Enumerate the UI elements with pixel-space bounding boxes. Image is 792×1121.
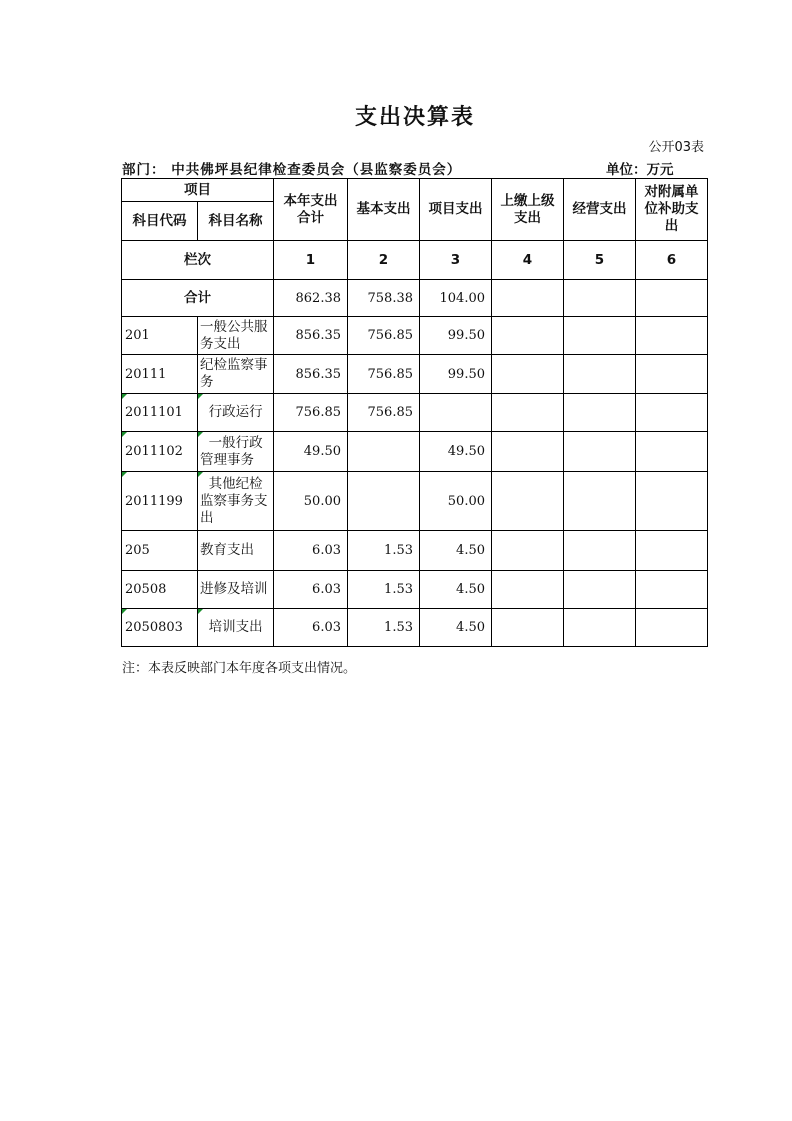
row-project: 49.50 <box>420 432 492 472</box>
sum-total: 862.38 <box>274 280 348 317</box>
row-total: 6.03 <box>274 531 348 571</box>
row-total: 6.03 <box>274 571 348 609</box>
header-basic: 基本支出 <box>348 179 420 241</box>
row-code: 201 <box>122 317 198 355</box>
row-code: 205 <box>122 531 198 571</box>
column-index-2: 2 <box>348 241 420 280</box>
expenditure-table <box>121 178 708 647</box>
row-basic: 1.53 <box>348 571 420 609</box>
sum-superior <box>492 280 564 317</box>
row-code: 2050803 <box>122 609 198 647</box>
row-code: 2011101 <box>122 394 198 432</box>
row-project: 4.50 <box>420 609 492 647</box>
table-row <box>122 394 708 432</box>
row-total: 6.03 <box>274 609 348 647</box>
sum-label: 合计 <box>122 280 274 317</box>
column-index-1: 1 <box>274 241 348 280</box>
footnote: 注：本表反映部门本年度各项支出情况。 <box>122 661 357 676</box>
table-row <box>122 355 708 394</box>
column-index-label: 栏次 <box>122 241 274 280</box>
header-item: 项目 <box>122 179 274 202</box>
row-basic: 756.85 <box>348 355 420 394</box>
row-project <box>420 394 492 432</box>
row-basic: 1.53 <box>348 531 420 571</box>
header-subject-name: 科目名称 <box>198 202 274 241</box>
row-project: 50.00 <box>420 472 492 531</box>
page-title: 支出决算表 <box>354 105 475 130</box>
row-name: 一般行政管理事务 <box>198 432 274 472</box>
header-project: 项目支出 <box>420 179 492 241</box>
row-project: 99.50 <box>420 317 492 355</box>
table-row <box>122 571 708 609</box>
unit-label: 单位：万元 <box>606 162 674 178</box>
sum-subsidy <box>636 280 708 317</box>
row-basic: 1.53 <box>348 609 420 647</box>
header-business: 经营支出 <box>564 179 636 241</box>
row-total: 49.50 <box>274 432 348 472</box>
table-row <box>122 531 708 571</box>
row-name: 一般公共服务支出 <box>198 317 274 355</box>
column-index-3: 3 <box>420 241 492 280</box>
row-total: 756.85 <box>274 394 348 432</box>
form-code: 公开03表 <box>648 140 704 155</box>
row-code: 2011199 <box>122 472 198 531</box>
sum-project: 104.00 <box>420 280 492 317</box>
row-name: 教育支出 <box>198 531 274 571</box>
row-name: 培训支出 <box>198 609 274 647</box>
row-total: 856.35 <box>274 317 348 355</box>
row-name: 纪检监察事务 <box>198 355 274 394</box>
sum-row <box>122 280 708 317</box>
row-project: 4.50 <box>420 571 492 609</box>
column-index-5: 5 <box>564 241 636 280</box>
column-index-6: 6 <box>636 241 708 280</box>
row-total: 856.35 <box>274 355 348 394</box>
sum-business <box>564 280 636 317</box>
row-total: 50.00 <box>274 472 348 531</box>
row-basic <box>348 472 420 531</box>
table-row <box>122 317 708 355</box>
table-row <box>122 432 708 472</box>
row-project: 4.50 <box>420 531 492 571</box>
row-basic: 756.85 <box>348 317 420 355</box>
header-total: 本年支出合计 <box>274 179 348 241</box>
row-name: 其他纪检监察事务支出 <box>198 472 274 531</box>
table-row <box>122 472 708 531</box>
table-row <box>122 609 708 647</box>
row-name: 进修及培训 <box>198 571 274 609</box>
row-basic: 756.85 <box>348 394 420 432</box>
row-basic <box>348 432 420 472</box>
header-superior: 上缴上级支出 <box>492 179 564 241</box>
department-label: 部门： 中共佛坪县纪律检查委员会（县监察委员会） <box>122 162 462 178</box>
header-subsidy: 对附属单位补助支出 <box>636 179 708 241</box>
row-code: 20508 <box>122 571 198 609</box>
column-index-4: 4 <box>492 241 564 280</box>
header-subject-code: 科目代码 <box>122 202 198 241</box>
row-code: 2011102 <box>122 432 198 472</box>
row-name: 行政运行 <box>198 394 274 432</box>
row-project: 99.50 <box>420 355 492 394</box>
sum-basic: 758.38 <box>348 280 420 317</box>
row-code: 20111 <box>122 355 198 394</box>
